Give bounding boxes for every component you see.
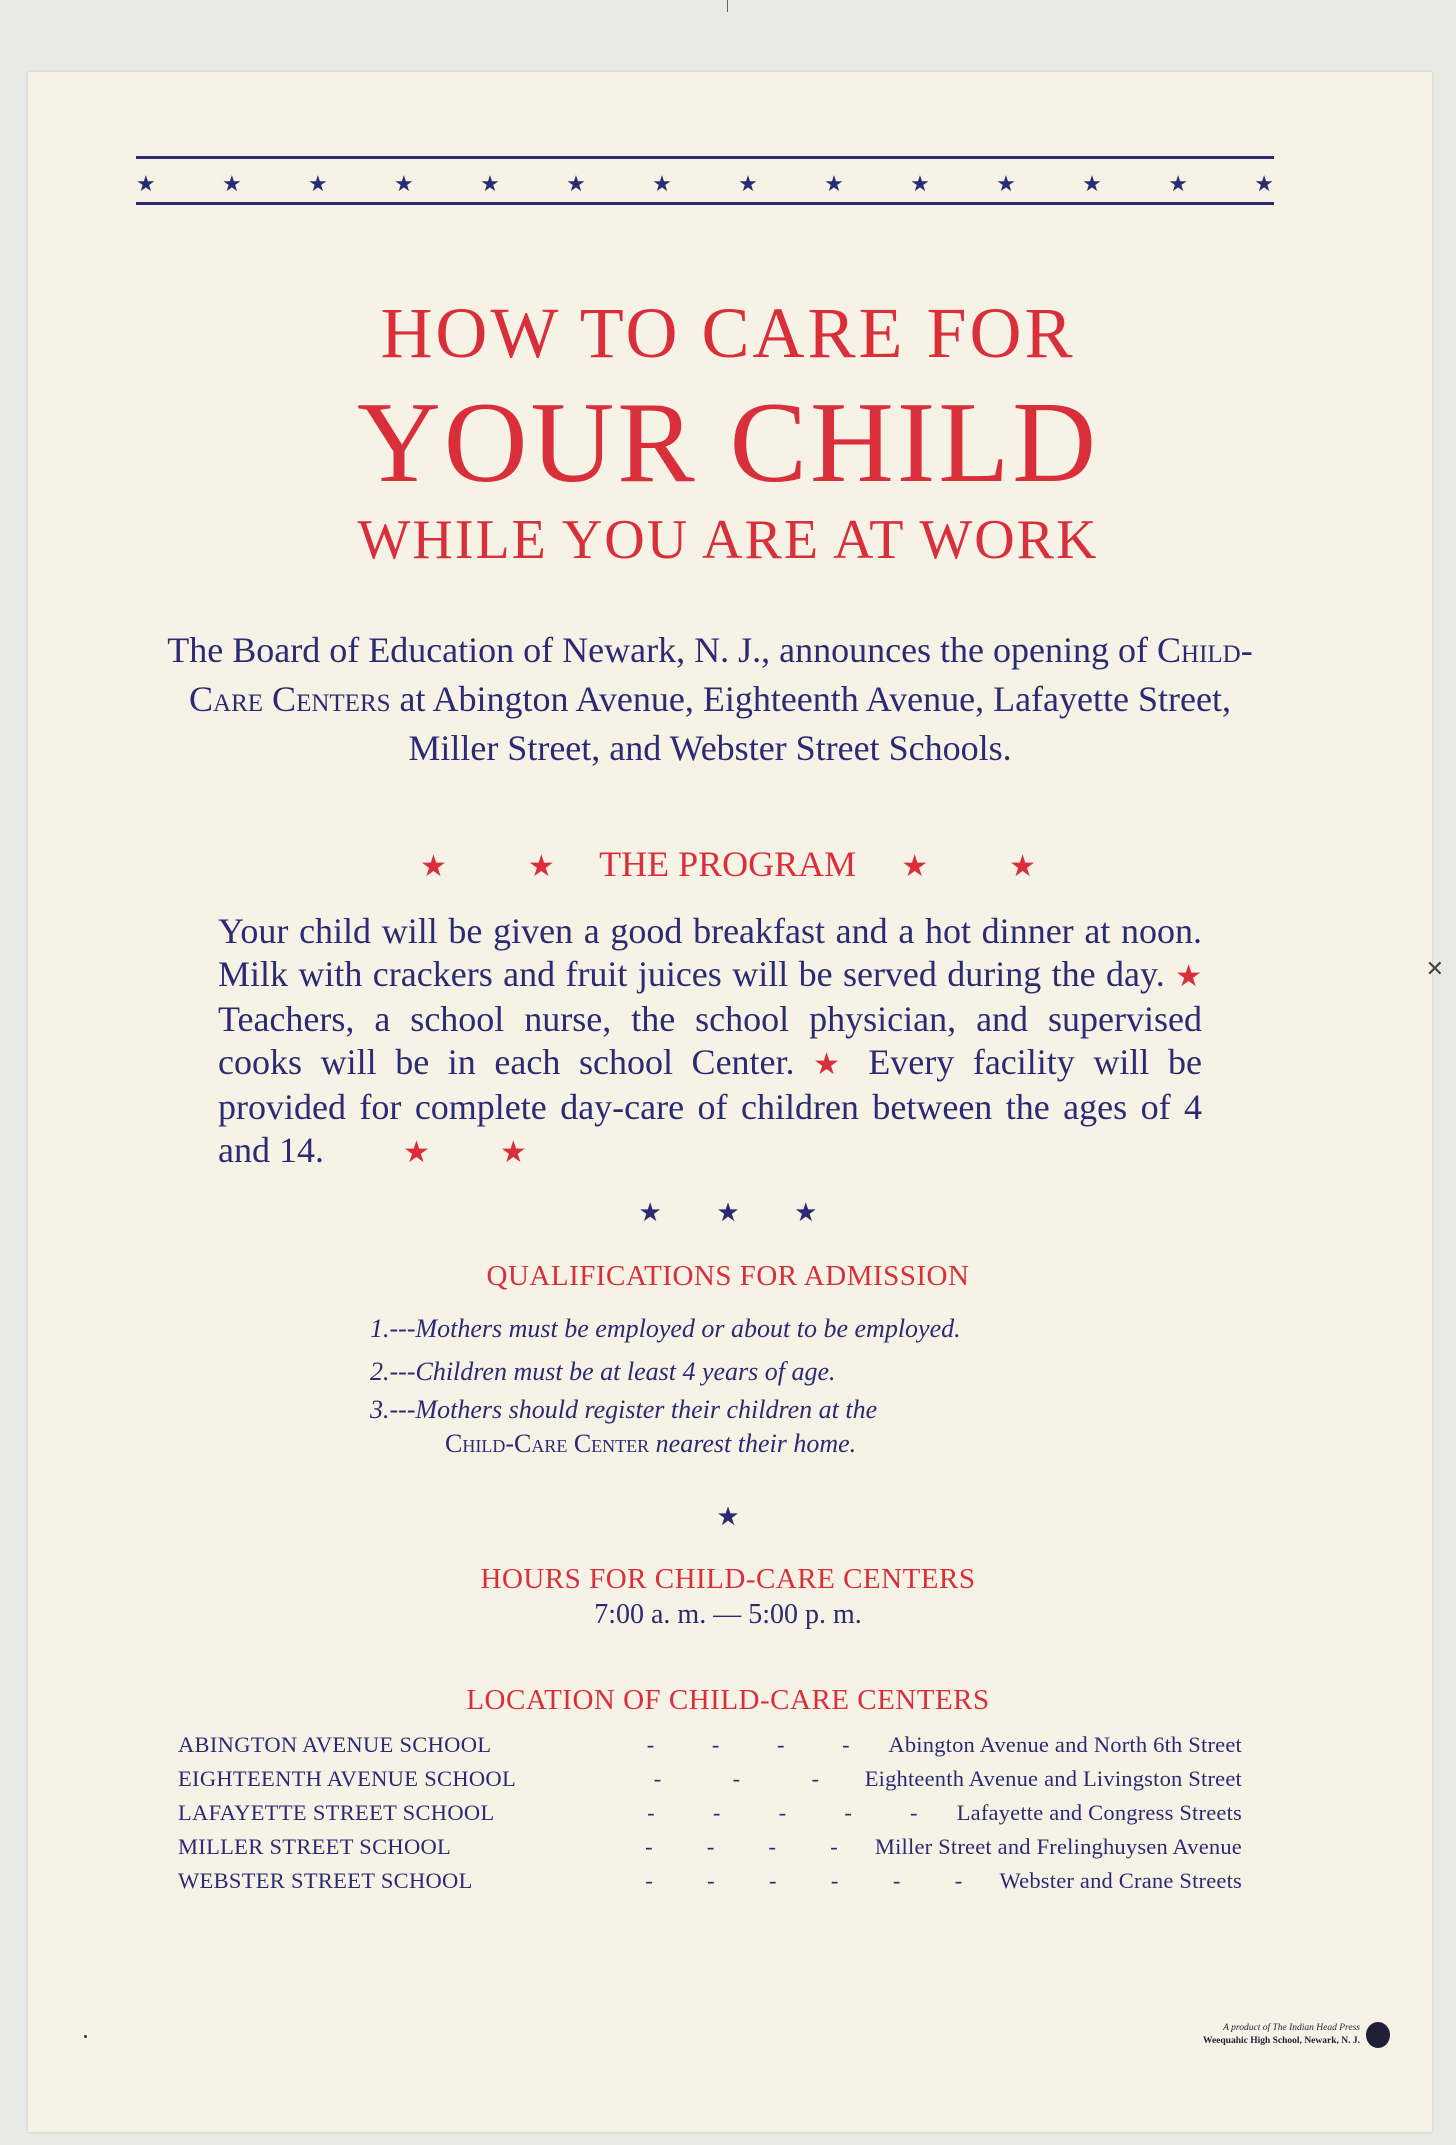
leader-dashes: - - - - - bbox=[647, 1800, 918, 1825]
star-icon: ★ bbox=[402, 1136, 430, 1169]
star-icon: ★ bbox=[1009, 850, 1036, 883]
star-icon: ★ bbox=[136, 171, 156, 196]
star-icon: ★ bbox=[824, 171, 844, 196]
qualification-item-3-cont bbox=[370, 1427, 1090, 1461]
star-icon: ★ bbox=[1175, 960, 1202, 993]
location-school: LAFAYETTE STREET SCHOOL bbox=[178, 1800, 495, 1825]
intro-text-2: at Abington Avenue, Eighteenth Avenue, Lafayette Street, Miller Street, and Webster Street Schools. bbox=[399, 679, 1231, 768]
qualifications-list bbox=[370, 1307, 1090, 1461]
crop-mark bbox=[727, 0, 728, 12]
hours-time: 7:00 a. m. — 5:00 p. m. bbox=[594, 1599, 862, 1630]
star-icon: ★ bbox=[794, 1198, 818, 1227]
divider-stars bbox=[0, 1198, 1456, 1228]
intro-paragraph bbox=[140, 626, 1280, 773]
location-row bbox=[178, 1796, 1242, 1830]
title-line-3: WHILE YOU ARE AT WORK bbox=[357, 509, 1099, 571]
location-school: WEBSTER STREET SCHOOL bbox=[178, 1868, 473, 1893]
qualification-item-1: 1.---Mothers must be employed or about to be employed. bbox=[370, 1314, 961, 1343]
intro-text-1: The Board of Education of Newark, N. J., announces the opening of bbox=[167, 630, 1148, 670]
location-street: Eighteenth Avenue and Livingston Street bbox=[864, 1766, 1242, 1791]
star-icon: ★ bbox=[910, 171, 930, 196]
location-row bbox=[178, 1864, 1242, 1898]
program-heading: THE PROGRAM bbox=[599, 844, 857, 884]
title-line-1: HOW TO CARE FOR bbox=[380, 293, 1076, 373]
star-icon: ★ bbox=[738, 171, 758, 196]
single-star-divider bbox=[0, 1502, 1456, 1532]
star-icon: ★ bbox=[566, 171, 586, 196]
location-row bbox=[178, 1830, 1242, 1864]
star-icon: ★ bbox=[901, 850, 929, 883]
star-icon: ★ bbox=[222, 171, 242, 196]
star-icon: ★ bbox=[1254, 171, 1274, 196]
qualification-item-3: 3.---Mothers should register their children at the bbox=[370, 1395, 878, 1424]
star-icon: ★ bbox=[394, 171, 414, 196]
location-row bbox=[178, 1728, 1242, 1762]
leader-dashes: - - - bbox=[653, 1766, 819, 1791]
hours-heading: HOURS FOR CHILD-CARE CENTERS bbox=[480, 1563, 976, 1595]
border-star-row bbox=[136, 172, 1274, 196]
bottom-border-lines bbox=[136, 202, 1274, 205]
printer-imprint bbox=[1203, 2022, 1360, 2048]
locations-heading: LOCATION OF CHILD-CARE CENTERS bbox=[466, 1684, 990, 1716]
intro-centers: Child-Care Centers bbox=[189, 630, 1253, 719]
program-text-3: Every facility will be provided for complete day-care of children between the ages of 4 and 14. bbox=[218, 1042, 1202, 1170]
star-icon: ★ bbox=[652, 171, 672, 196]
imprint-line-2: Weequahic High School, Newark, N. J. bbox=[1202, 2036, 1360, 2046]
star-icon: ★ bbox=[1082, 171, 1102, 196]
star-icon: ★ bbox=[499, 1136, 527, 1169]
location-row bbox=[178, 1762, 1242, 1796]
program-paragraph bbox=[218, 910, 1202, 1174]
star-icon: ★ bbox=[1168, 171, 1188, 196]
qualification-centers: Child-Care Center bbox=[445, 1429, 650, 1458]
star-icon: ★ bbox=[813, 1048, 850, 1081]
star-icon: ★ bbox=[996, 171, 1016, 196]
star-icon: ★ bbox=[716, 1502, 740, 1531]
program-trailing-stars bbox=[403, 1136, 527, 1169]
title-line-2: YOUR CHILD bbox=[356, 379, 1100, 507]
location-school: EIGHTEENTH AVENUE SCHOOL bbox=[178, 1766, 517, 1791]
qualification-item-3-end: nearest their home. bbox=[655, 1429, 857, 1458]
qualifications-heading: QUALIFICATIONS FOR ADMISSION bbox=[486, 1260, 970, 1292]
program-text-2: Teachers, a school nurse, the school physician, and supervised cooks will be in each school Center. bbox=[218, 999, 1202, 1082]
star-icon: ★ bbox=[527, 850, 555, 883]
location-school: MILLER STREET SCHOOL bbox=[178, 1834, 452, 1859]
star-icon: ★ bbox=[638, 1198, 662, 1227]
location-street: Abington Avenue and North 6th Street bbox=[888, 1732, 1242, 1757]
star-icon: ★ bbox=[308, 171, 328, 196]
leader-dashes: - - - - bbox=[645, 1834, 838, 1859]
program-text-1: Your child will be given a good breakfast and a hot dinner at noon. Milk with crackers and fruit juices will be served during the day. bbox=[218, 911, 1202, 994]
locations-table bbox=[178, 1728, 1242, 1898]
paper-spot bbox=[84, 2035, 87, 2038]
top-border-lines bbox=[136, 156, 1274, 164]
leader-dashes: - - - - - - bbox=[645, 1868, 963, 1893]
star-icon: ★ bbox=[480, 171, 500, 196]
star-icon: ★ bbox=[419, 850, 447, 883]
leader-dashes: - - - - bbox=[646, 1732, 850, 1757]
location-street: Miller Street and Frelinghuysen Avenue bbox=[874, 1834, 1242, 1859]
imprint-line-1: A product of The Indian Head Press bbox=[1223, 2023, 1360, 2033]
qualification-item-2: 2.---Children must be at least 4 years of age. bbox=[370, 1357, 836, 1386]
pencil-mark-icon: ✕ bbox=[1425, 956, 1444, 981]
location-street: Lafayette and Congress Streets bbox=[956, 1800, 1242, 1825]
program-heading-row bbox=[0, 842, 1456, 889]
indian-head-logo-icon bbox=[1366, 2022, 1390, 2048]
star-icon: ★ bbox=[716, 1198, 740, 1227]
location-school: ABINGTON AVENUE SCHOOL bbox=[178, 1732, 492, 1757]
location-street: Webster and Crane Streets bbox=[999, 1868, 1242, 1893]
